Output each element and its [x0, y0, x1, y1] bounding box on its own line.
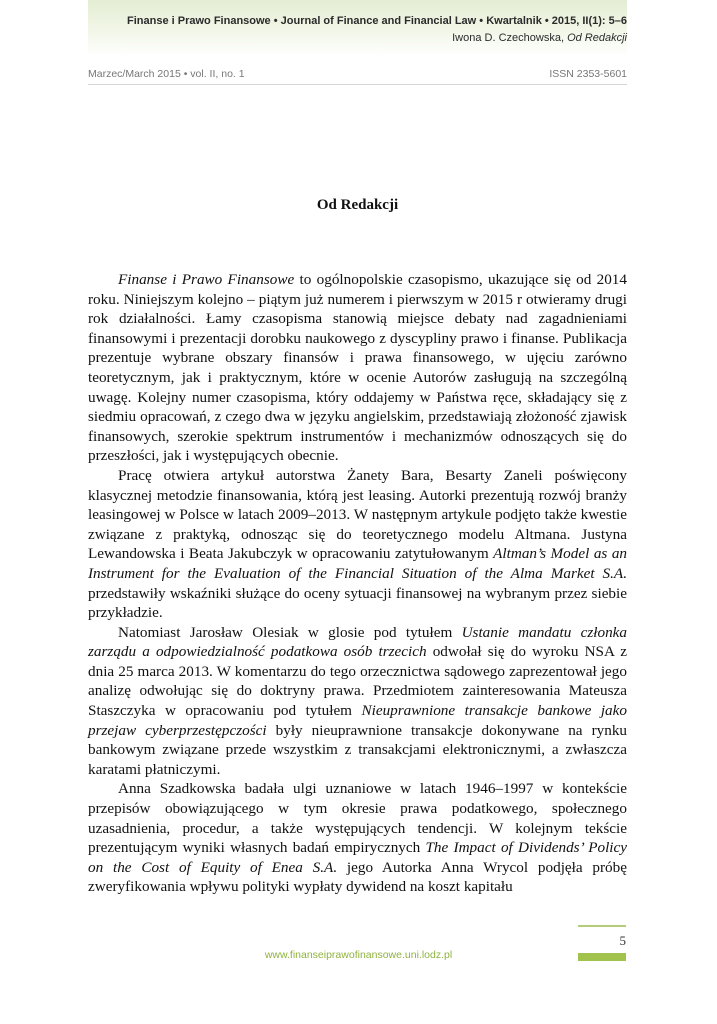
- paragraph-text: odwołał się do wyroku NSA z dnia 25 marca 2013. W komentarzu do tego orzecznictwa sądowego zaprezentował jego analizę odwołując się do doktryny prawa. Przedmiotem zainteresowania Mateusza Staszczyka w opracowaniu pod tytułem: [88, 643, 627, 720]
- article-title: Od Redakcji: [316, 197, 399, 213]
- section-name: Od Redakcji: [567, 32, 627, 44]
- paragraph-text: Natomiast Jarosław Olesiak w glosie pod tytułem: [118, 623, 462, 641]
- header-band: [88, 0, 627, 56]
- journal-url: www.finanseiprawofinansowe.uni.lodz.pl: [264, 949, 453, 961]
- body-paragraph: [88, 779, 627, 897]
- page-number-rule: [578, 925, 626, 927]
- author-name: Iwona D. Czechowska,: [452, 32, 565, 44]
- issue-info: [88, 68, 627, 84]
- italic-title-text: Finanse i Prawo Finansowe: [118, 271, 295, 288]
- issue-divider: [88, 84, 627, 85]
- italic-title-text: Nieuprawnione transakcje bankowe jako przejaw cyberprzestępczości: [88, 702, 627, 739]
- article-body: [88, 270, 627, 897]
- paragraph-text: to ogólnopolskie czasopismo, ukazujące się od 2014 roku. Niniejszym kolejno – piątym już numerem i pierwszym w 2015 r otwieramy drugi rok działalności. Łamy czasopisma stanowią miejsce debaty nad zagadnieniami finansowymi i prezentacji dorobku naukowego z dyscypliny prawo i finanse. Publikacja prezentuje wybrane obszary finansów i prawa finansowego, w ujęciu zarówno teoretycznym, jak i praktycznym, które w ocenie Autorów zasługują na szczególną uwagę. Kolejny numer czasopisma, który oddajemy w Państwa ręce, składający się z siedmiu opracowań, z czego dwa w języku angielskim, przedstawiają złożoność zjawisk finansowych, szerokie spektrum instrumentów i mechanizmów odnoszących się do przeszłości, jak i występujących obecnie.: [88, 271, 627, 465]
- body-paragraph: [88, 466, 627, 623]
- page-number: 5: [619, 933, 626, 948]
- paragraph-text: Pracę otwiera artykuł autorstwa Żanety Bara, Besarty Zaneli poświęcony klasycznej metodzie finansowania, którą jest leasing. Autorki prezentują rozwój branży leasingowej w Polsce w latach 2009–2013. W następnym artykule podjęto także kwestie związane z praktyką, odnosząc się do teoretycznego modelu Altmana. Justyna Lewandowska i Beata Jakubczyk w opracowaniu zatytułowanym: [88, 466, 627, 563]
- italic-title-text: Ustanie mandatu członka zarządu a odpowiedzialność podatkowa osób trzecich: [88, 623, 627, 661]
- issue-date-volume: Marzec/March 2015 • vol. II, no. 1: [88, 68, 245, 80]
- italic-title-text: The Impact of Dividends’ Policy on the Cost of Equity of Enea S.A.: [88, 839, 627, 876]
- italic-title-text: Altman’s Model as an Instrument for the Evaluation of the Financial Situation of the Alma Market S.A.: [88, 545, 628, 582]
- journal-header: Finanse i Prawo Finansowe • Journal of Finance and Financial Law • Kwartalnik • 2015, II(1): 5–6: [127, 15, 627, 27]
- body-paragraph: [88, 623, 627, 780]
- author-header: [67, 32, 627, 44]
- paragraph-text: jego Autorka Anna Wrycol podjęła próbę zweryfikowania wpływu polityki wypłaty dywidend na koszt kapitału: [88, 858, 627, 896]
- body-paragraph: [88, 270, 627, 466]
- issn: ISSN 2353-5601: [549, 68, 627, 80]
- paragraph-text: przedstawiły wskaźniki służące do oceny sytuacji finansowej na wybranym przez siebie przykładzie.: [88, 584, 627, 622]
- paragraph-text: były nieuprawnione transakcje dokonywane na rynku bankowym związane przede wszystkim z transakcjami elektronicznymi, a zwłaszcza karatami płatniczymi.: [88, 721, 628, 778]
- paragraph-text: Anna Szadkowska badała ulgi uznaniowe w latach 1946–1997 w kontekście przepisów obowiązującego w tym okresie prawa podatkowego, społecznego uzasadnienia, procedur, a także występujących tendencji. W kolejnym tekście prezentującym wyniki własnych badań empirycznych: [88, 780, 627, 857]
